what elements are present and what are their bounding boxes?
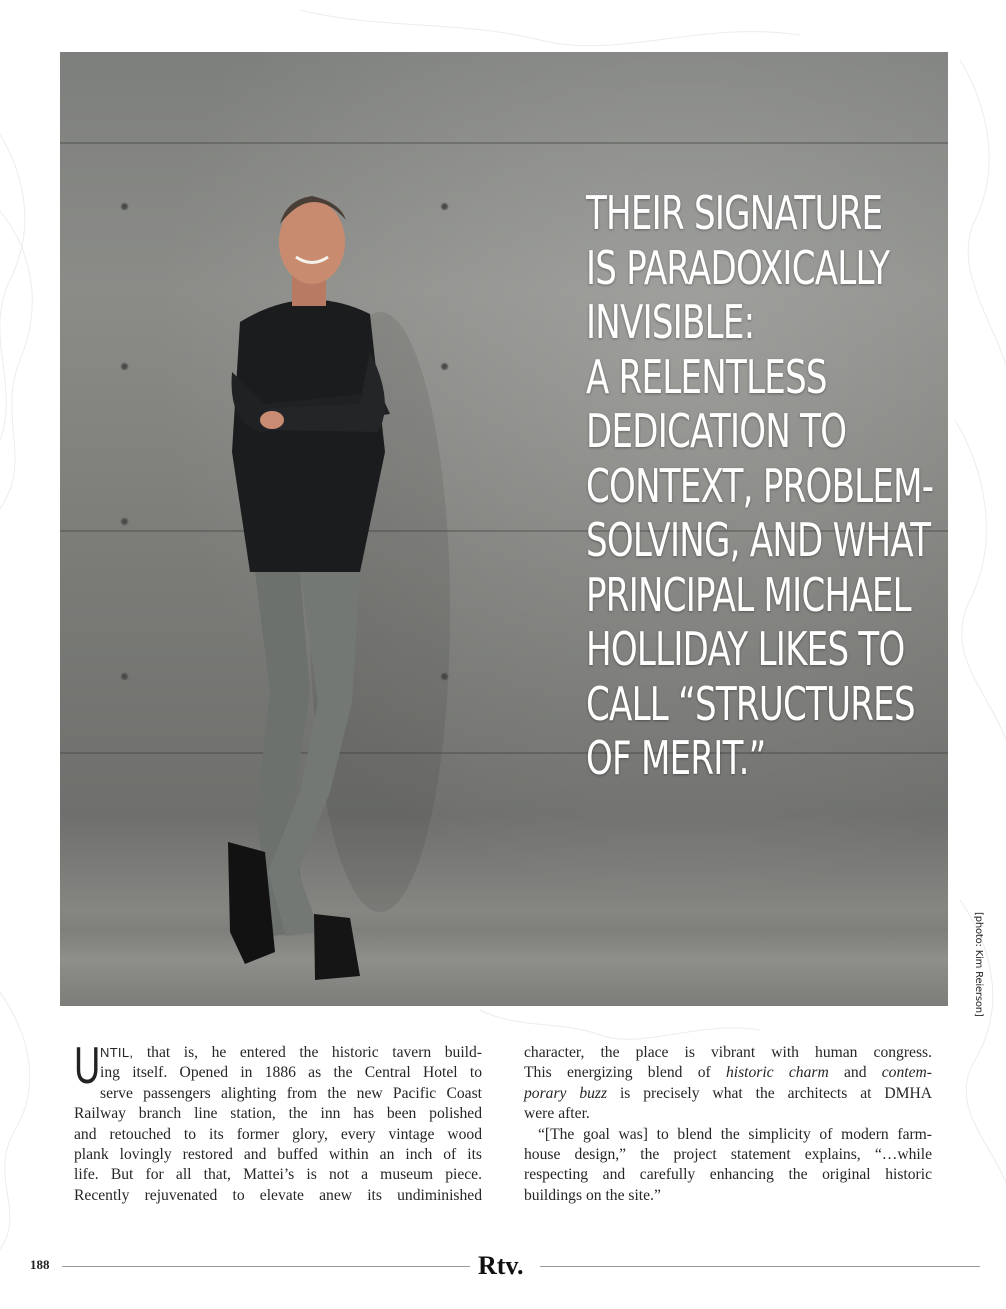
pull-quote-line: CONTEXT, PROBLEM- — [586, 458, 934, 513]
emphasis-text: porary buzz — [524, 1084, 608, 1102]
body-line: and retouched to its former glory, every vintage wood — [74, 1125, 482, 1143]
pull-quote — [586, 186, 971, 786]
body-line: buildings on the site.” — [524, 1186, 661, 1204]
body-text: and — [828, 1064, 882, 1082]
body-line: house design,” the project statement explains, “…while — [524, 1146, 932, 1164]
pull-quote-line: IS PARADOXICALLY — [586, 240, 890, 295]
emphasis-text: contem- — [881, 1064, 932, 1082]
body-line: serve passengers alighting from the new Pacific Coast — [100, 1084, 482, 1102]
lead-in-smallcaps: NTIL, — [100, 1045, 134, 1060]
body-text: This energizing blend of — [524, 1064, 726, 1082]
pull-quote-line: SOLVING, AND WHAT — [586, 513, 931, 567]
pull-quote-line: OF MERIT.” — [586, 731, 766, 785]
body-line: plank lovingly restored and buffed within an inch of its — [74, 1146, 482, 1164]
footer-rule-left — [62, 1266, 470, 1267]
body-line: Railway branch line station, the inn has been polished — [74, 1105, 482, 1123]
body-line: were after. — [524, 1105, 590, 1123]
pull-quote-line: THEIR SIGNATURE — [586, 186, 883, 240]
pull-quote-line: HOLLIDAY LIKES TO — [586, 622, 905, 676]
body-line: ing itself. Opened in 1886 as the Central Hotel to — [100, 1064, 482, 1082]
emphasis-text: historic charm — [725, 1064, 829, 1082]
article-paragraph — [524, 1043, 932, 1125]
magazine-logo — [476, 1250, 532, 1280]
body-line: “[The goal was] to blend the simplicity of modern farm- — [538, 1125, 932, 1143]
pull-quote-line: INVISIBLE: — [586, 295, 755, 349]
body-text: is precisely what the architects at DMHA — [607, 1084, 933, 1102]
logo-wordmark: Rtv. — [478, 1251, 524, 1280]
pull-quote-line: CALL “STRUCTURES — [586, 676, 915, 731]
pull-quote-line: DEDICATION TO — [586, 404, 847, 458]
article-paragraph — [74, 1037, 482, 1206]
article-column-right — [524, 1043, 932, 1206]
photo-credit: [photo: Kim Reierson] — [973, 912, 984, 1017]
article-column-left — [74, 1037, 482, 1206]
pull-quote-line: PRINCIPAL MICHAEL — [586, 567, 911, 622]
body-line: life. But for all that, Mattei’s is not a museum piece. — [74, 1166, 482, 1184]
body-line: Recently rejuvenated to elevate anew its undiminished — [74, 1186, 482, 1204]
portrait-photo — [60, 52, 984, 1017]
pull-quote-line: A RELENTLESS — [586, 349, 827, 404]
footer-rule-right — [540, 1266, 980, 1267]
body-line: respecting and carefully enhancing the original historic — [524, 1166, 932, 1184]
body-line: character, the place is vibrant with human congress. — [524, 1044, 932, 1061]
page-number: 188 — [30, 1257, 50, 1272]
article-paragraph — [524, 1125, 932, 1207]
body-line: that is, he entered the historic tavern build- — [133, 1044, 482, 1061]
drop-cap: U — [74, 1037, 101, 1095]
